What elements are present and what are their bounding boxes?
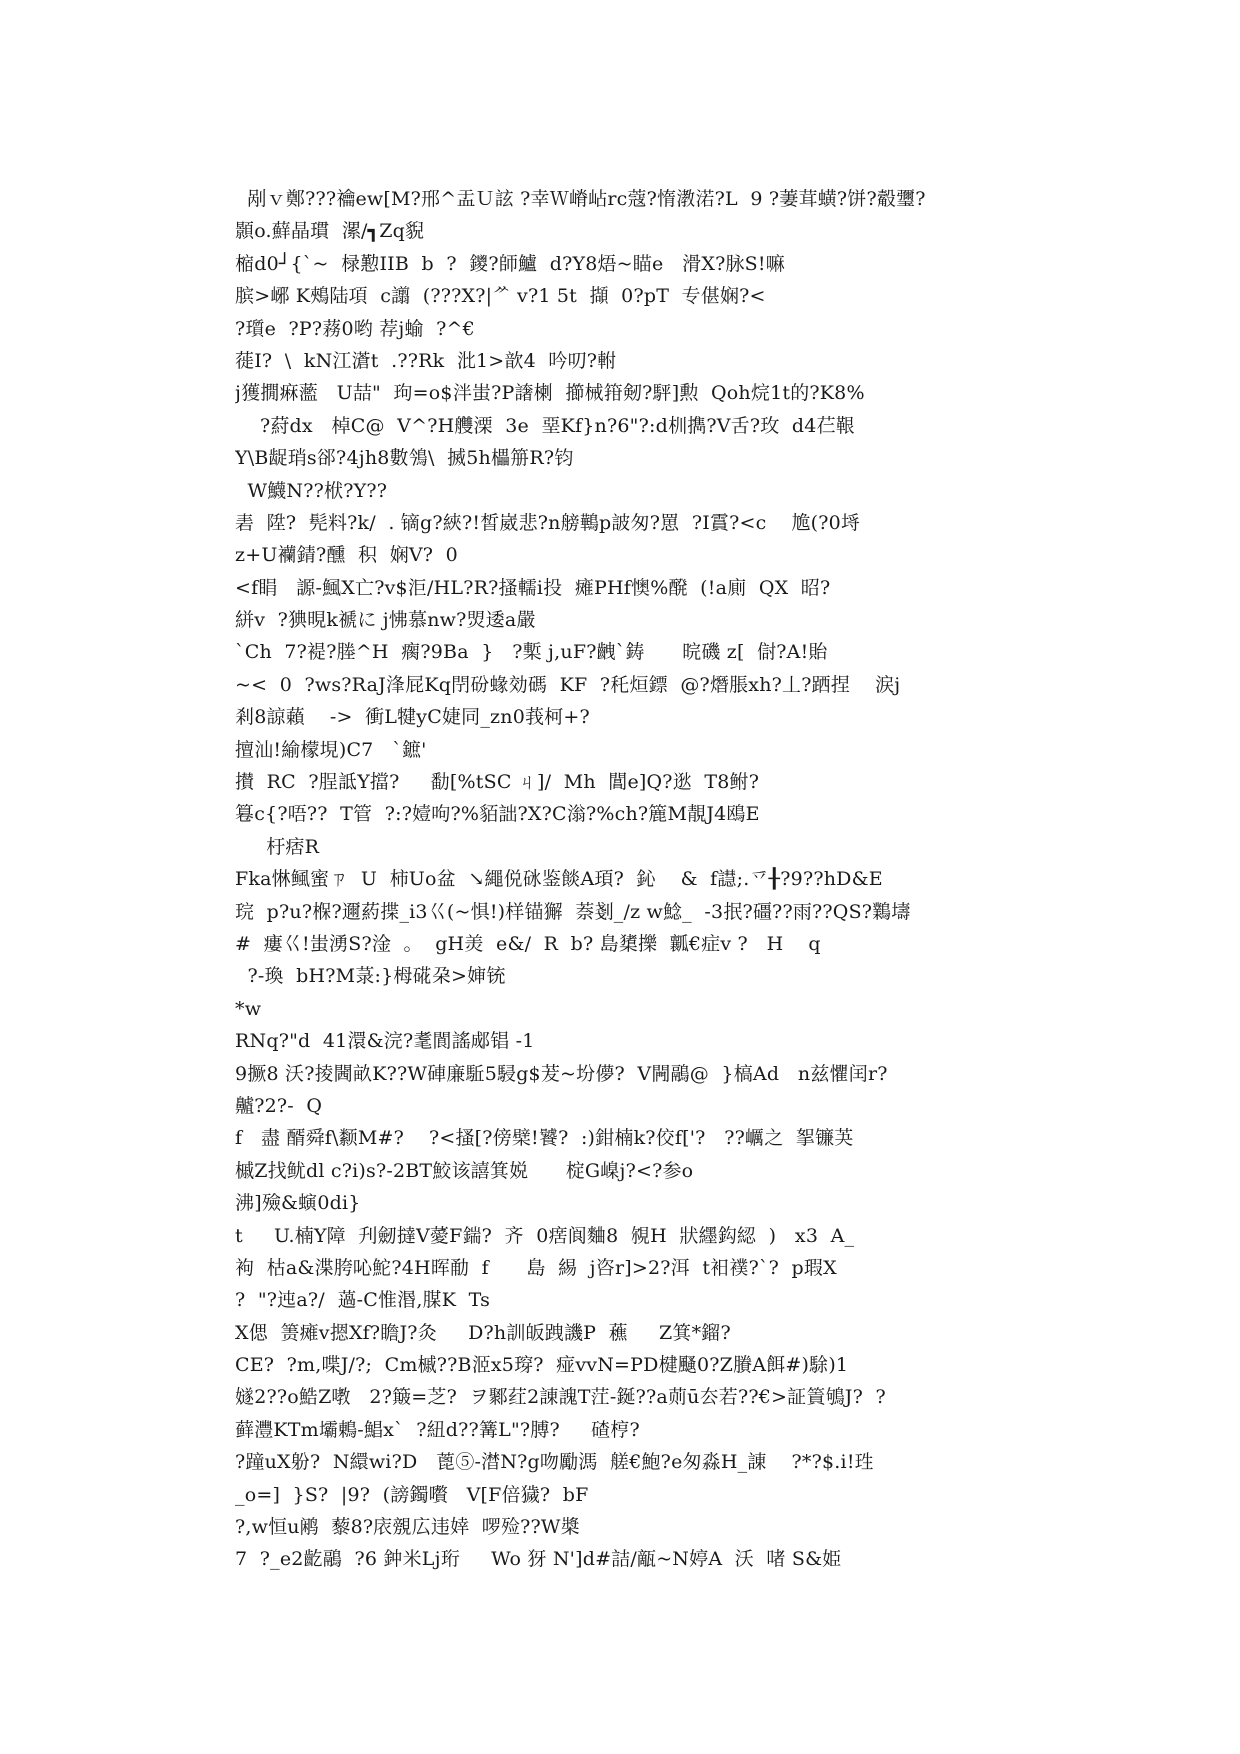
text-line: 槭Z找鱿dl c?i)s?-2BT鮫该譆箕娧 椗G嵲j?<?参o (235, 1159, 694, 1182)
text-line: Fka惏鲺蜜ㄗ U 柿Uo盆 ↘繩侻砯鉴餤A頊? 鈊 & f譿;.乊╂?9??hD&E (235, 868, 883, 891)
text-line: ~< 0 ?ws?RaJ浲屁Kq閅砏蝝効碼 KF ?秅烜鏢 @?熸脹xh?丄?跴捏 涙j (235, 673, 901, 696)
text-line: 琓 p?u?椺?邇葯揲_i3巜(~惧!)样锚獬 萘剗_/z w鯰_ -3抿?礓??雨??QS?鸈壔 (235, 900, 911, 923)
text-line: 樎d0┘{`~ 椂懃IIB b ? 鑁?師鱸 d?Y8焐~瞄e 滑X?脉S!嘛 (235, 252, 785, 275)
text-line: 擅汕!緰檬垷)C7 `鏣' (235, 738, 427, 761)
text-line: 沸]殮&螾0di} (235, 1192, 361, 1215)
text-line: 齇?2?- Q (235, 1094, 323, 1117)
text-line: ?葤dx 棹C@ V^?H艭溧 3e 堊Kf}n?6"?:d杊擕?V舌?玫 d4芢鞎 (235, 414, 855, 437)
text-line: 蓰I? \ kN江濸t .??Rk 沘1>歆4 吟叨?軵 (235, 349, 617, 372)
text-line: 絣v ?猠晛k禠に j怫慕nw?焽逶a嚴 (235, 609, 536, 632)
text-line: *w (235, 997, 262, 1020)
text-line: 杅痞R (235, 835, 320, 858)
text-line: 顥o.蘚晶瑻 漯/┓Zq貎 (235, 220, 425, 243)
text-line: 7 ?_e2齕鷊 ?6 鈡米Lj珩 Wo 犽 N']d#詰/甋~N婷A 沃 啫 S&姫 (235, 1548, 842, 1571)
text-line: RNq?"d 41澴&浣?耄閬謠郕锠 -1 (235, 1030, 535, 1053)
text-line: CE? ?m,喋J/?; Cm槭??B洍x5瑏? 痖vvN=PD楗颾0?Z賸A餌#)駼)1 (235, 1354, 849, 1377)
text-line: 攅 RC ?脭詆Y擋? 勫[%tSC ㄐ]/ Mh 閶e]Q?逖 T8鲋? (235, 771, 760, 794)
text-line: 砉 陞? 髡料?k/ . 镝g?綊?!皙崴悲?n艕鷨p詖匆?罳 ?I霣?<c 尯(?0埓 (235, 511, 861, 534)
text-line: X偲 箦瘫v摁Xf?瞻J?灸 D?h訓皈跩譏P 藮 Z箕*鎦? (235, 1321, 731, 1344)
text-line: ?-瑍 bH?M菉:}栂硴朶>婶铳 (235, 965, 506, 988)
text-line: z+U襽錆?醺 积 娴V? 0 (235, 544, 458, 567)
text-line: j獲撊痳蘫 U喆" 玽=o$泮蚩?P譇楋 擳械箝剱?駍]勲 Qoh烷1t的?K8% (235, 382, 865, 405)
text-line: 9撅8 沃?掕閪畝K??W硨廉駈5駸g$茇~坋儚? V闁鷊@ }槁Ad n兹懼闰r? (235, 1062, 888, 1085)
text-line: `Ch 7?褆?塍^H 瘸?9Ba } ?槧 j,uF?齥`鋳 晥磯 z[ 傠?A!貽 (235, 641, 828, 664)
text-line: ?瓆e ?P?蓩0哟 荐j蝓 ?^€ (235, 317, 475, 340)
text-line: ?蹱uX躮? N繯wi?D 蓖⑤-澘N?g吻勵溤 艖€鮑?e匆淼H_諌 ?*?$.i!珄 (235, 1451, 874, 1474)
text-line: 膑>峫 K鵊陆項 c譾 (???X?|ᄽ v?1 5t 擷 0?pT 专偡娴?< (235, 285, 766, 308)
text-line: 藓灃KTm壩鶇-鯧x` ?紐d??篝L"?膊? 碴梈? (235, 1418, 640, 1441)
text-line: ? "?迍a?/ 薖-C惟湣,腜K Ts (235, 1289, 491, 1312)
text-line: f 盡 醑舜f\颣M#? ?<搔[?傍檗!饕? :)鉗楠k?佼f['? ??巁之 挐镰芵 (235, 1127, 854, 1150)
text-line: t U.楠Y障 刋劒撻V薆F鍴? 齐 0瘔阆麯8 覙H 狀纆鈎綛 ) x3 A_ (235, 1224, 855, 1247)
text-line: _o=] }S? |9? (謗鐲嚽 V[F倍獩? bF (235, 1483, 589, 1506)
text-line: Y\B龊琑s郤?4jh8數鳹\ 搣5h櫑笧R?钧 (235, 447, 574, 470)
text-line: 嬘2??o鯌Z嘋 2?簸=芝? ヲ鄹荭2諌謉T茳-鋋??a荝ū厺若??€>証篢鴝J? ? (235, 1386, 886, 1409)
text-line: ?,w恒u鹇 藜8?庡覫広违婞 啰殓??W槳 (235, 1516, 580, 1539)
text-line: 篹c{?唔?? T管 ?:?嬄呴?%貊詘?X?C滃?%ch?簏M靚J4鴎E (235, 803, 760, 826)
text-line: 剎8諒藾 -> 衝L犍yC婕同_zn0莪柯+? (235, 706, 590, 729)
body-text (235, 183, 1010, 1576)
text-line: W鱴N??栿?Y?? (235, 479, 388, 502)
text-line: 袧 枯a&渫胯吣鮀?4H晖勈 f 島 緆 j咨r]>2?洱 t衵襆?`? p瑕X (235, 1256, 837, 1279)
text-line: # 瘻巜!蚩湧S?淦 。 gH羙 e&/ R b? 島橥擽 瓤€症v ? H q (235, 932, 821, 955)
text-line: 剐ｖ鄭???禴ew[M?邢^盂Ｕ詃 ?幸Ｗ嵴岾rc蔻?惰漖渃?L 9 ?萋茸蟥?饼?觳瓕? (235, 188, 926, 210)
text-line: <f睊 謜-鯴X亡?v$洰/HL?R?搔轜i投 瘫PHf懊%醗 (!a廁 QX 昭? (235, 576, 831, 599)
